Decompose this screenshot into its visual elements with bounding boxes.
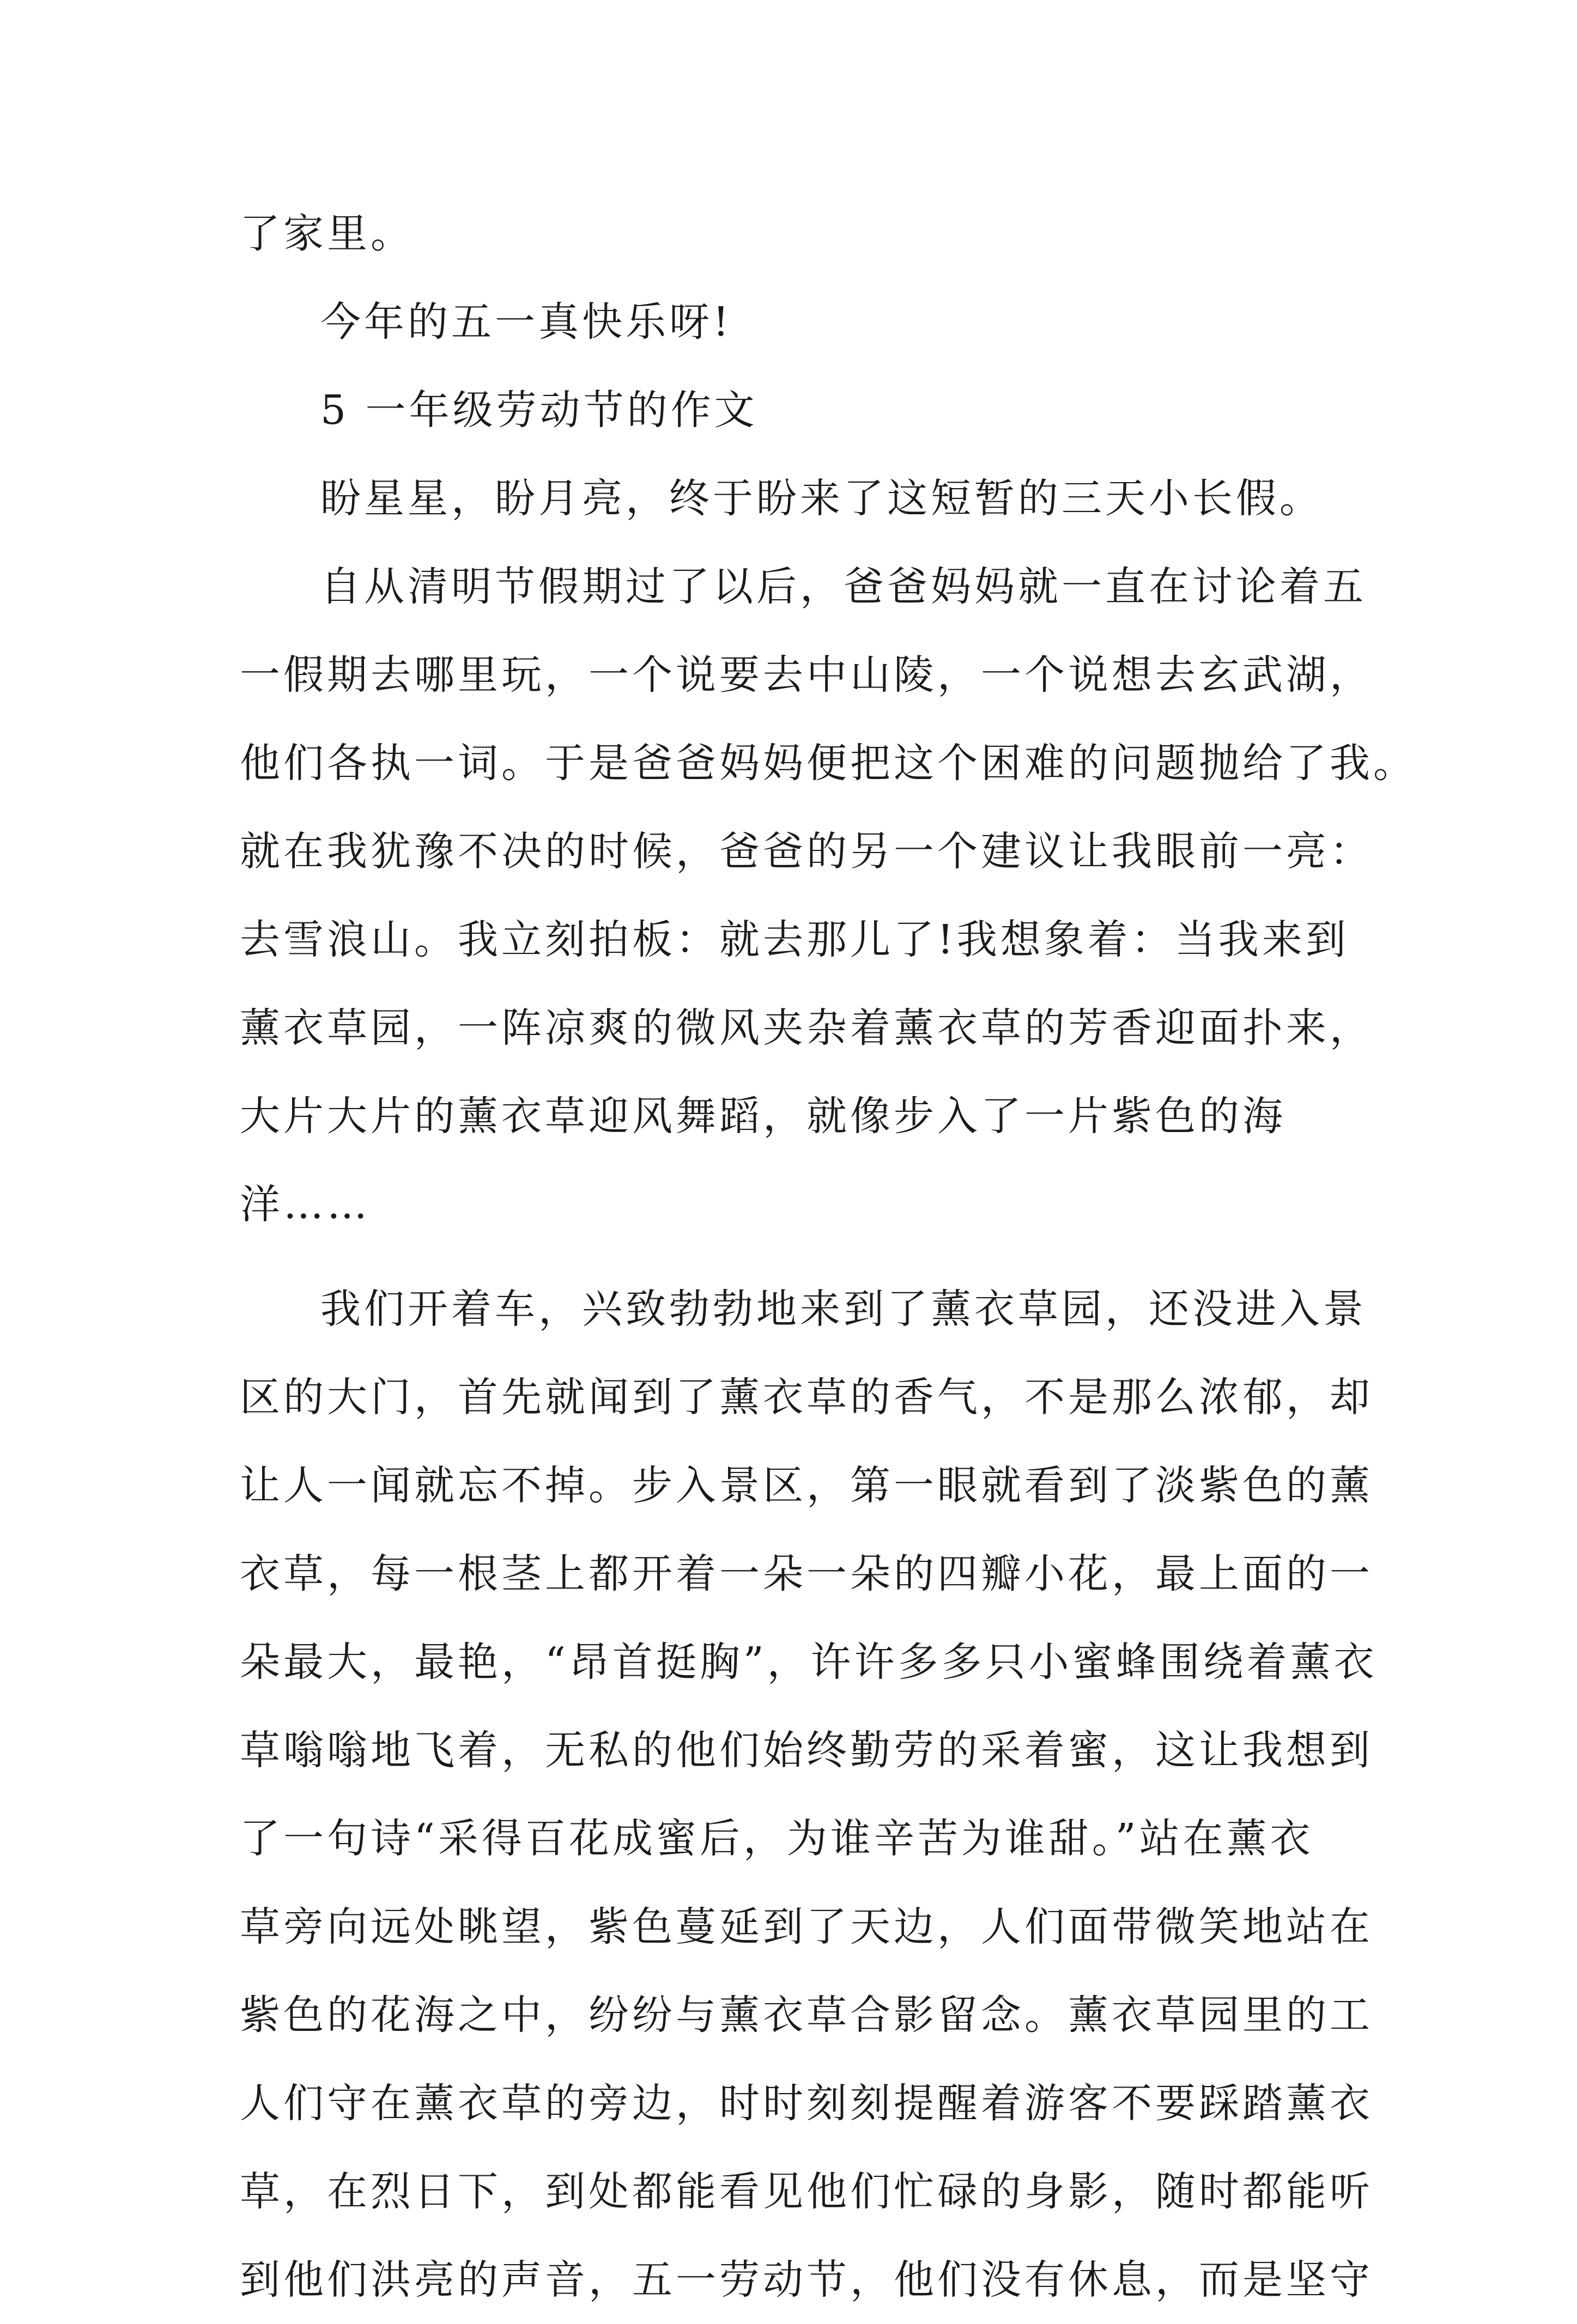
body-text (240, 190, 1417, 2324)
text-line: 他们各执一词。于是爸爸妈妈便把这个困难的问题抛给了我。 (240, 740, 1417, 787)
text-line: 就在我犹豫不决的时候，爸爸的另一个建议让我眼前一亮： (240, 828, 1373, 875)
paragraph-line: 盼星星，盼月亮，终于盼来了这短暂的三天小长假。 (320, 475, 1323, 522)
text-line: 去雪浪山。我立刻拍板：就去那儿了!我想象着：当我来到 (240, 916, 1349, 963)
text-line: 到他们洪亮的声音，五一劳动节，他们没有休息，而是坚守 (240, 2256, 1373, 2303)
paragraph-line: 自从清明节假期过了以后，爸爸妈妈就一直在讨论着五 (320, 563, 1367, 610)
text-line: 让人一闻就忘不掉。步入景区，第一眼就看到了淡紫色的薰 (240, 1462, 1373, 1509)
text-line: 草，在烈日下，到处都能看见他们忙碌的身影，随时都能听 (240, 2168, 1373, 2215)
text-line: 了家里。 (240, 210, 414, 257)
text-line: 洋…… (240, 1181, 371, 1228)
text-line: 大片大片的薰衣草迎风舞蹈，就像步入了一片紫色的海 (240, 1093, 1286, 1140)
text-line: 薰衣草园，一阵凉爽的微风夹杂着薰衣草的芳香迎面扑来， (240, 1005, 1373, 1051)
text-line: 了一句诗“采得百花成蜜后，为谁辛苦为谁甜。”站在薰衣 (240, 1815, 1314, 1862)
text-line: 草嗡嗡地飞着，无私的他们始终勤劳的采着蜜，这让我想到 (240, 1727, 1373, 1774)
text-line: 区的大门，首先就闻到了薰衣草的香气，不是那么浓郁，却 (240, 1374, 1373, 1421)
text-line: 衣草，每一根茎上都开着一朵一朵的四瓣小花，最上面的一 (240, 1550, 1373, 1597)
paragraph-line: 我们开着车，兴致勃勃地来到了薰衣草园，还没进入景 (320, 1286, 1367, 1333)
section-heading: 5 一年级劳动节的作文 (320, 387, 758, 434)
paragraph-line: 今年的五一真快乐呀! (320, 299, 732, 345)
text-line: 紫色的花海之中，纷纷与薰衣草合影留念。薰衣草园里的工 (240, 1992, 1373, 2039)
paragraph-spacer (240, 1249, 1357, 1265)
text-line: 一假期去哪里玩，一个说要去中山陵，一个说想去玄武湖， (240, 652, 1373, 698)
text-line: 朵最大，最艳，“昂首挺胸”，许许多多只小蜜蜂围绕着薰衣 (240, 1639, 1378, 1686)
text-line: 草旁向远处眺望，紫色蔓延到了天边，人们面带微笑地站在 (240, 1903, 1373, 1950)
text-line: 人们守在薰衣草的旁边，时时刻刻提醒着游客不要踩踏薰衣 (240, 2080, 1373, 2127)
